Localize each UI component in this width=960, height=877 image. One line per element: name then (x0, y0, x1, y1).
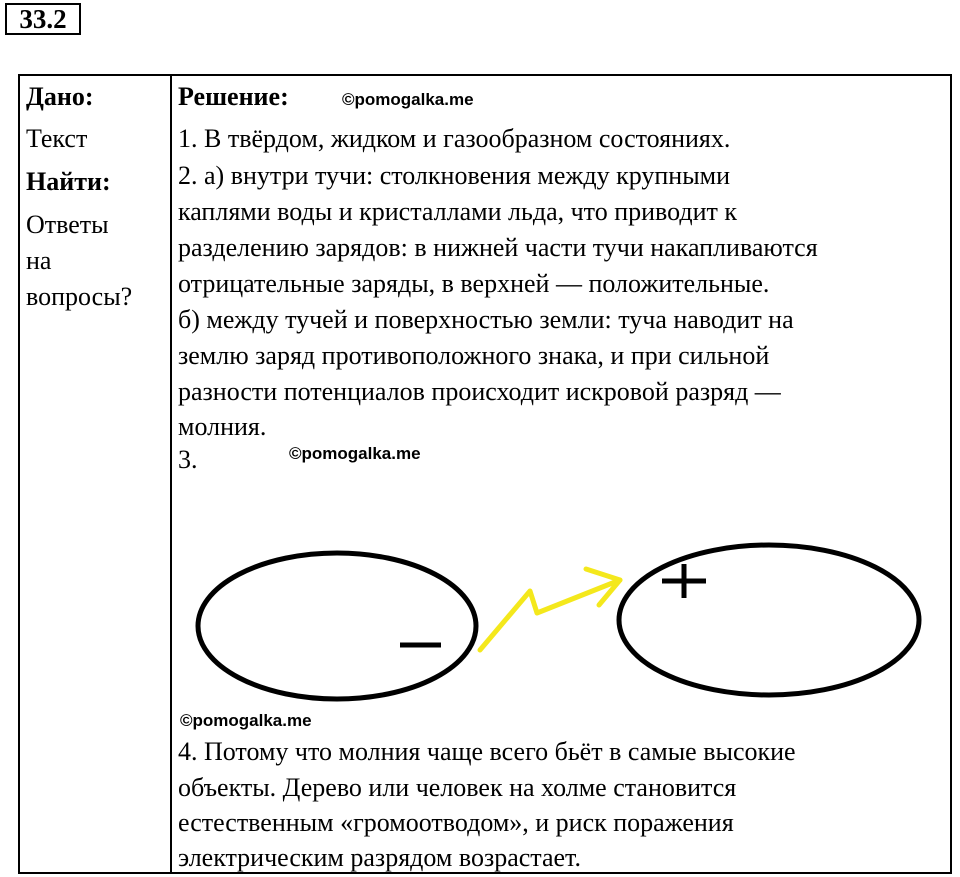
watermark: ©pomogalka.me (289, 444, 421, 463)
answer4-line: электрическим разрядом возрастает. (178, 843, 581, 872)
task-number: 33.2 (5, 3, 81, 35)
solution-line: отрицательные заряды, в верхней — положительные. (178, 269, 770, 298)
solution-line: каплями воды и кристаллами льда, что приводит к (178, 197, 738, 226)
find-line: Ответы (26, 210, 109, 239)
solution-line: разности потенциалов происходит искровой разряд — (178, 377, 781, 406)
find-line: на (26, 246, 52, 275)
solution-line: землю заряд противоположного знака, и при сильной (178, 341, 770, 370)
answer4-line: 4. Потому что молния чаще всего бьёт в самые высокие (178, 737, 796, 766)
lightning-bolt (480, 580, 620, 650)
solution-line: молния. (178, 412, 267, 441)
solution-line: 1. В твёрдом, жидком и газообразном состояниях. (178, 124, 731, 153)
negative-cloud (198, 553, 476, 699)
solution-line: 3. (178, 445, 198, 474)
answer4-line: естественным «громоотводом», и риск поражения (178, 808, 734, 837)
given-text: Текст (26, 124, 88, 153)
find-line: вопросы? (26, 282, 133, 311)
positive-cloud (619, 545, 919, 695)
given-label: Дано: (26, 82, 94, 111)
find-label: Найти: (26, 167, 111, 196)
solution-line: 2. а) внутри тучи: столкновения между крупными (178, 161, 731, 190)
solution-line: разделению зарядов: в нижней части тучи накапливаются (178, 233, 818, 262)
answer4-line: объекты. Дерево или человек на холме становится (178, 773, 737, 802)
solution-label: Решение: (178, 82, 289, 111)
watermark: ©pomogalka.me (342, 90, 474, 109)
solution-line: б) между тучей и поверхностью земли: туча наводит на (178, 305, 794, 334)
watermark: ©pomogalka.me (180, 711, 312, 730)
